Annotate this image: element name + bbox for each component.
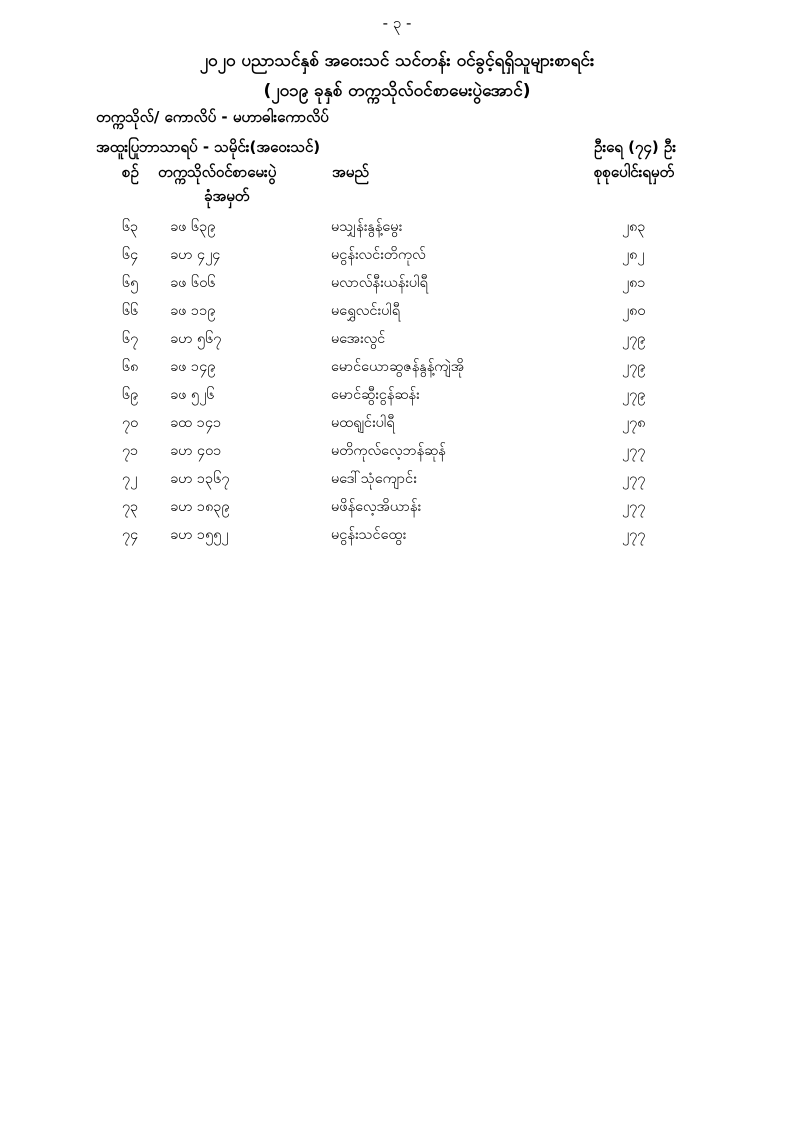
table-row xyxy=(0,522,794,550)
row-name: မောင်ယောဆွဇန်နွန့်ကျဲအို xyxy=(331,359,465,375)
results-table xyxy=(0,214,794,550)
row-no: ၆၈ xyxy=(122,359,139,375)
row-no: ၆၃ xyxy=(122,219,139,235)
header-roll-number: တက္ကသိုလ်ဝင်စာမေးပွဲ xyxy=(158,163,277,181)
row-name: မလာလ်နီးယန်းပါရီ xyxy=(331,275,428,291)
row-name: မသျှန်းနွန့်မွေး xyxy=(331,219,403,235)
row-marks: ၂၇၉ xyxy=(622,387,646,403)
row-no: ၆၆ xyxy=(122,303,139,319)
header-roll-number-line-2: ခုံအမှတ် xyxy=(204,187,250,205)
row-roll-number: ခဖ ၆၃၉ xyxy=(170,219,216,235)
page-number: - ၃ - xyxy=(382,14,412,32)
row-name: မအေးလွင် xyxy=(331,331,386,347)
row-name: မငွန်းလင်းတိကုလ် xyxy=(331,247,426,263)
header-name: အမည် xyxy=(332,163,369,181)
row-name: မဒေါ်သုံကျောင်း xyxy=(331,471,417,487)
row-roll-number: ခထ ၁၄၁ xyxy=(170,415,222,431)
row-no: ၆၄ xyxy=(122,247,139,263)
row-name: မတိကုလ်လေ့ဘန်ဆုန် xyxy=(331,443,446,459)
major-label: အထူးပြုဘာသာရပ် - သမိုင်း(အဝေးသင်) xyxy=(96,138,321,156)
row-marks: ၂၈၃ xyxy=(622,219,646,235)
row-roll-number: ခဖ ၁၁၉ xyxy=(170,303,216,319)
row-roll-number: ခဟ ၁၃၆၇ xyxy=(170,471,230,487)
row-no: ၇၀ xyxy=(122,415,139,431)
row-no: ၇၁ xyxy=(122,443,139,459)
table-row xyxy=(0,242,794,270)
document-title: ၂၀၂၀ ပညာသင်နှစ် အဝေးသင် သင်တန်း ဝင်ခွင့်ရရှိသူများစာရင်း xyxy=(199,51,595,71)
row-name: မထရျင်းပါရီ xyxy=(331,415,395,431)
row-no: ၇၂ xyxy=(122,471,138,487)
table-row xyxy=(0,326,794,354)
row-marks: ၂၇၇ xyxy=(622,499,646,515)
row-marks: ၂၈၂ xyxy=(622,247,645,263)
row-roll-number: ခဖ ၁၄၉ xyxy=(170,359,216,375)
row-name: မောင်ဆွီးငွန်ဆန်း xyxy=(331,387,420,403)
header-total-marks: စုစုပေါင်းရမှတ် xyxy=(594,163,675,181)
table-row xyxy=(0,494,794,522)
total-count: ဦးရေ (၇၄) ဦး xyxy=(594,138,677,156)
row-marks: ၂၇၇ xyxy=(622,471,646,487)
row-marks: ၂၇၈ xyxy=(622,415,646,431)
row-no: ၆၉ xyxy=(122,387,139,403)
row-marks: ၂၇၉ xyxy=(622,359,646,375)
row-no: ၇၄ xyxy=(122,527,139,543)
table-row xyxy=(0,466,794,494)
row-name: မငွန်းသင်ထွေး xyxy=(331,527,407,543)
row-roll-number: ခဖ ၅၂၆ xyxy=(170,387,215,403)
table-row xyxy=(0,438,794,466)
table-row xyxy=(0,354,794,382)
row-roll-number: ခဖ ၆၀၆ xyxy=(170,275,216,291)
university-label: တက္ကသိုလ်/ ကောလိပ် - မဟာဓါးကောလိပ် xyxy=(96,108,329,126)
header-no: စဉ် xyxy=(122,163,139,181)
row-name: မဖိန်လေ့အိယာန်း xyxy=(331,499,422,515)
row-marks: ၂၈၀ xyxy=(622,303,646,319)
table-row xyxy=(0,298,794,326)
row-roll-number: ခဟ ၅၆၇ xyxy=(170,331,222,347)
table-row xyxy=(0,270,794,298)
row-marks: ၂၇၇ xyxy=(622,443,646,459)
row-roll-number: ခဟ ၄၀၁ xyxy=(170,443,222,459)
table-row xyxy=(0,214,794,242)
row-marks: ၂၇၉ xyxy=(622,331,646,347)
row-no: ၆၇ xyxy=(122,331,139,347)
row-marks: ၂၇၇ xyxy=(622,527,646,543)
document-subtitle: (၂၀၁၉ ခုနှစ် တက္ကသိုလ်ဝင်စာမေးပွဲအောင်) xyxy=(263,81,531,101)
row-no: ၇၃ xyxy=(122,499,139,515)
row-roll-number: ခဟ ၁၅၅၂ xyxy=(170,527,229,543)
table-row xyxy=(0,382,794,410)
row-marks: ၂၈၁ xyxy=(622,275,646,291)
table-row xyxy=(0,410,794,438)
row-roll-number: ခဟ ၁၈၃၉ xyxy=(170,499,230,515)
row-roll-number: ခဟ ၄၂၄ xyxy=(170,247,221,263)
row-name: မရွှေလင်းပါရီ xyxy=(331,303,401,319)
row-no: ၆၅ xyxy=(122,275,139,291)
